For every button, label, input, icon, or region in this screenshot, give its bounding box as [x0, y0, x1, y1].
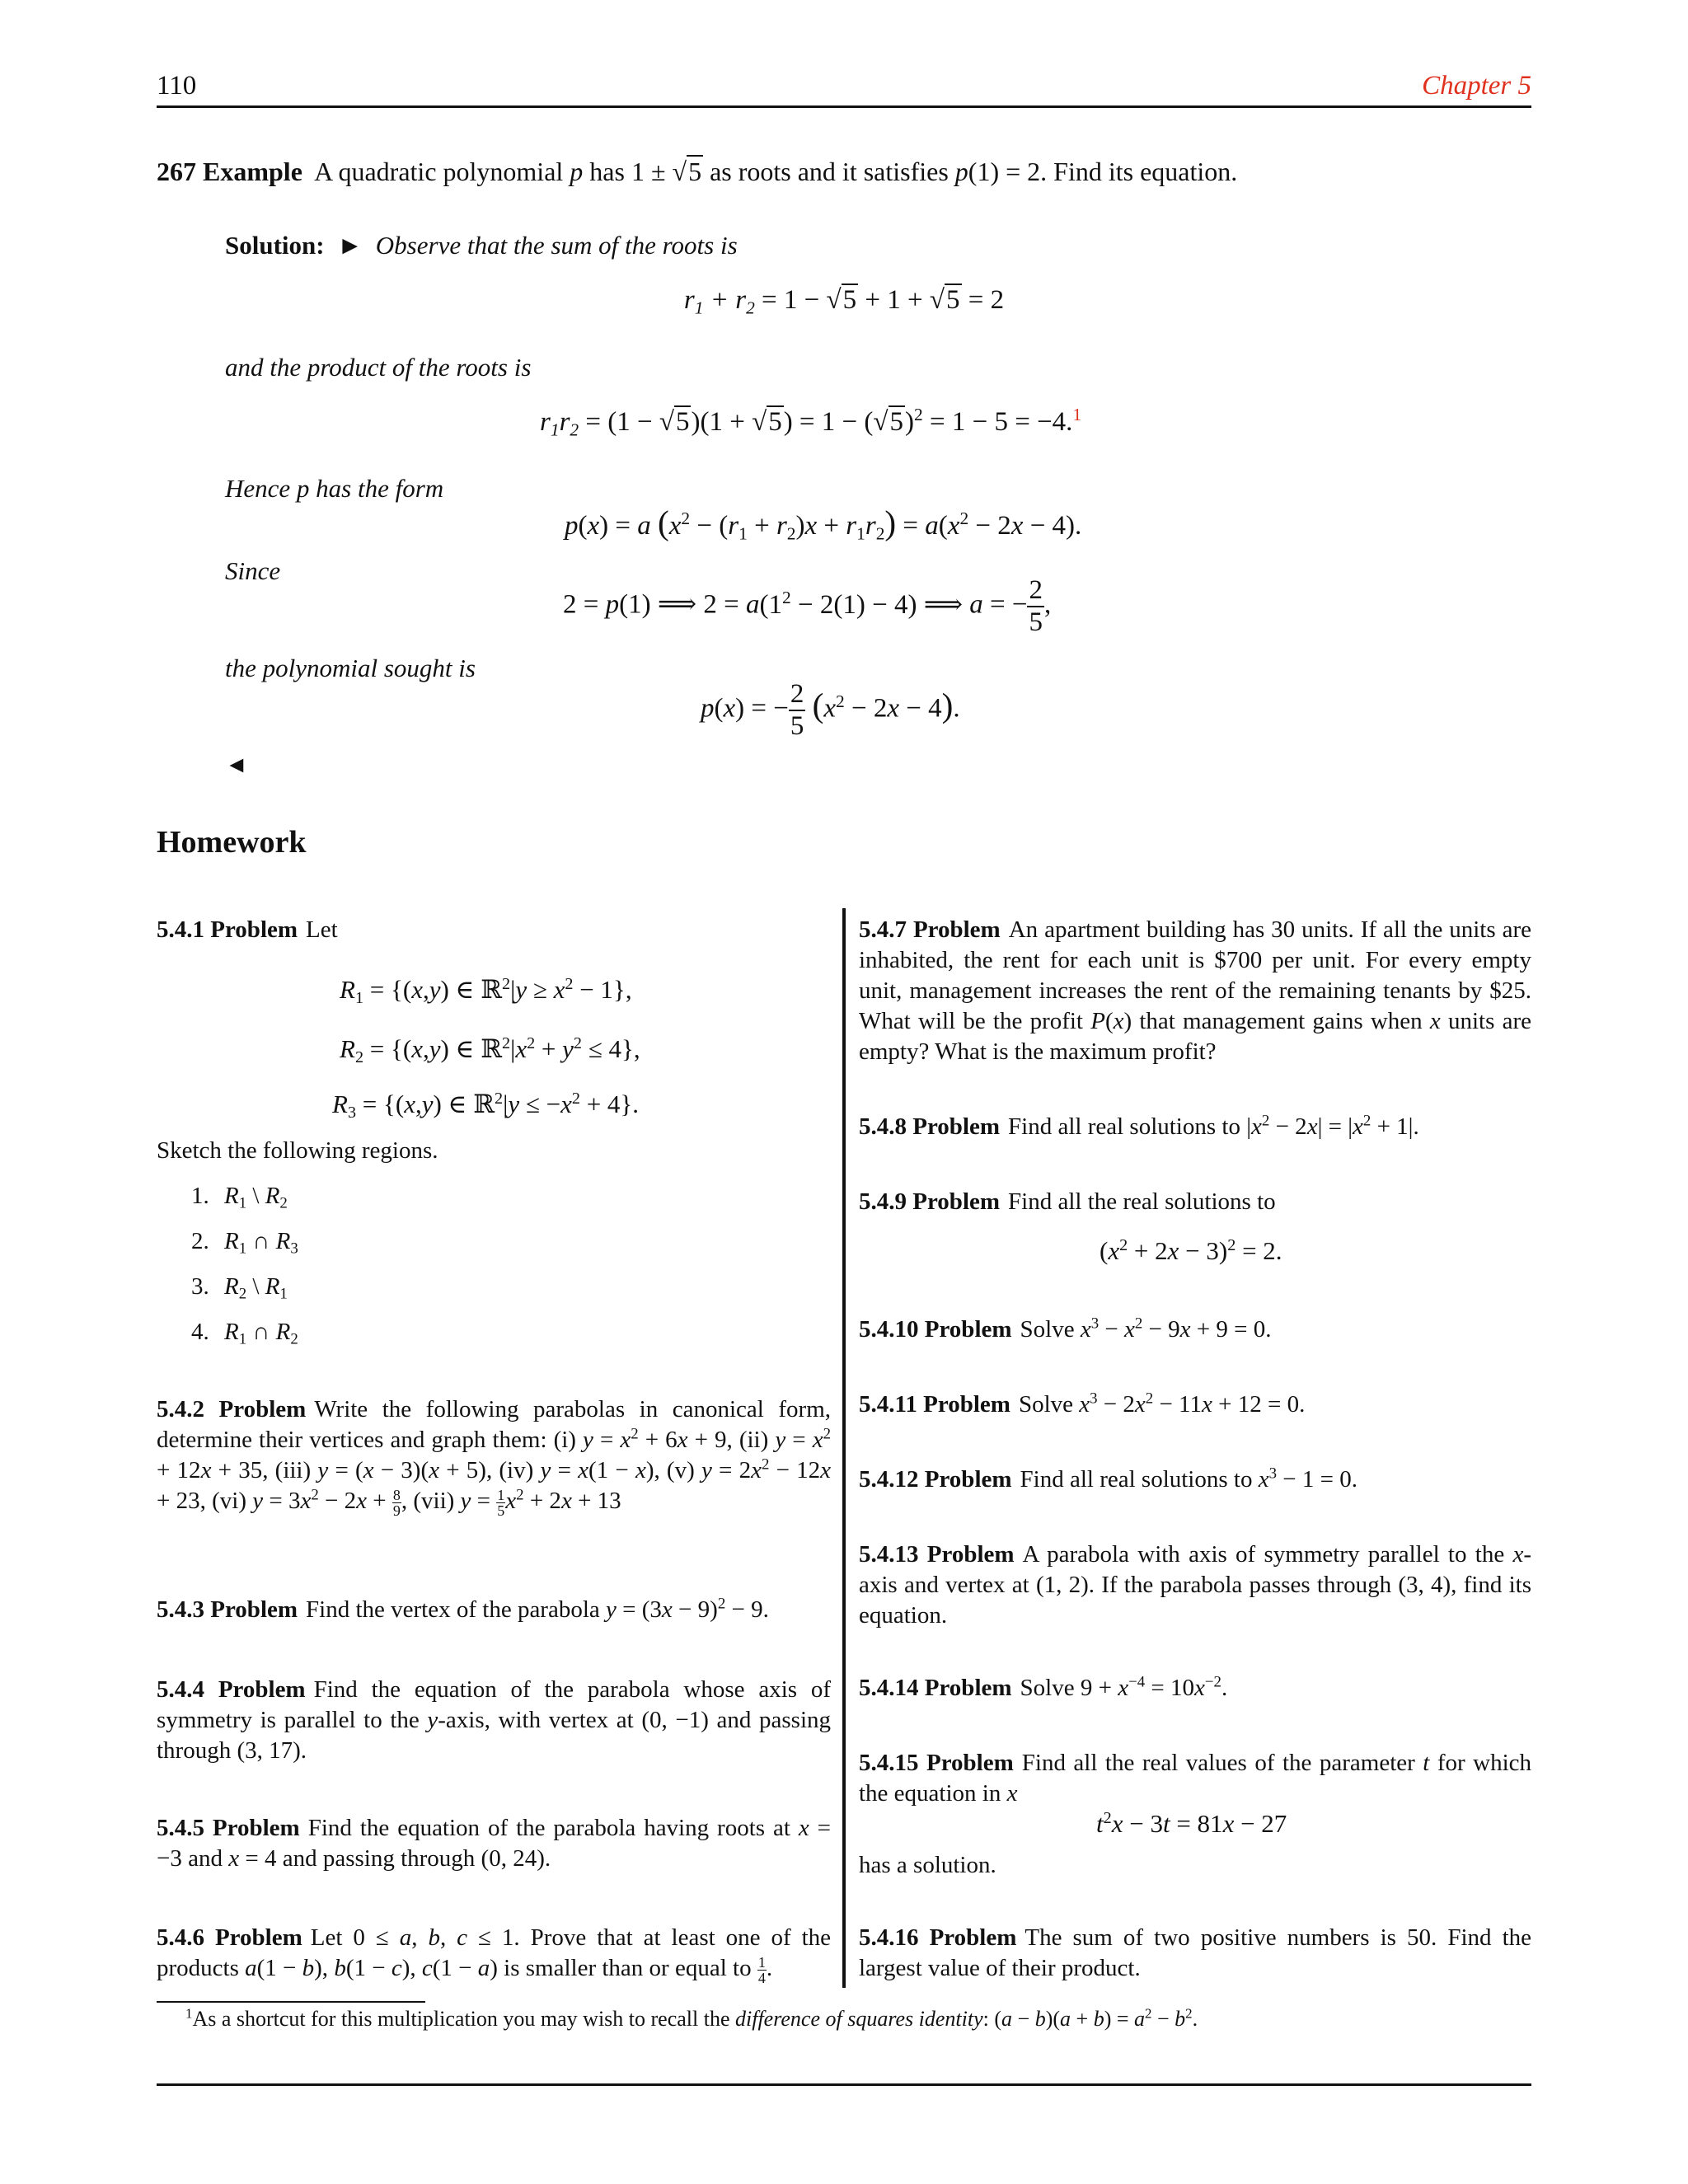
footnote: $^1$As a shortcut for this multiplication you may wish to recall the difference of squares identity: $(a - b)(a + b) = a^2 - b^2$.	[185, 2005, 1198, 2031]
polynomial-form-equation: p(x) = a $(x^2 - (r_1 + r_2)x + r_1r_2) = a(x^2 - 2x - 4)$.	[565, 504, 1082, 544]
problem-5-4-6: 5.4.6 Problem Let 0 ≤ a, b, c ≤ 1. Prove that at least one of the products a(1 − b), b(1 − c), c(1 − a) is smaller than or equal to $\frac{1}{4}$ .	[157, 1924, 832, 1986]
final-polynomial-equation: p(x) = − $\frac{2}{5}$ $(x^2 - 2x - 4)$.	[701, 679, 960, 741]
problem-5-4-15: 5.4.15 Problem Find all the real values of the parameter t for which the equation in x	[859, 1750, 1531, 1807]
region-list-item: 3. $R_2$ \ $R_1$	[191, 1273, 288, 1303]
problem-5-4-9-equation: $(x^2 + 2x - 3)^2 = 2$.	[1100, 1235, 1282, 1265]
region-list-item: 4. $R_1$ ∩ $R_2$	[191, 1319, 298, 1348]
problem-5-4-16: 5.4.16 Problem The sum of two positive numbers is 50. Find the largest value of their product.	[859, 1924, 1531, 1981]
problem-5-4-8: 5.4.8 Problem Find all real solutions to $|x^2 - 2x| = |x^2 + 1|$.	[859, 1112, 1419, 1140]
problem-5-4-15-equation: $t^2x - 3t = 81x - 27$	[1096, 1808, 1287, 1838]
problem-5-4-12: 5.4.12 Problem Find all real solutions to $x^3 - 1 = 0$.	[859, 1465, 1357, 1493]
example-text-post: as roots and it satisfies	[710, 157, 949, 186]
footnote-rule	[157, 2001, 425, 2003]
column-divider	[842, 908, 846, 1988]
homework-title: Homework	[157, 825, 307, 860]
sum-of-roots-equation: $r_1 + r_2 = 1 - √5 + 1 + √5 = 2$	[683, 285, 1005, 318]
problem-5-4-13: 5.4.13 Problem A parabola with axis of symmetry parallel to the x-axis and vertex at (1, 2). If the parabola passes through (3, 4), find its equation.	[859, 1541, 1531, 1629]
problem-5-4-10: 5.4.10 Problem Solve $x^3 - x^2 - 9x + 9 = 0$.	[859, 1315, 1272, 1343]
solution-intro: Observe that the sum of the roots is	[375, 231, 738, 260]
footer-rule	[157, 2083, 1531, 2086]
header-rule	[157, 105, 1531, 108]
sought-intro: the polynomial sought is	[225, 654, 476, 682]
problem-5-4-4: 5.4.4 Problem Find the equation of the parabola whose axis of symmetry is parallel to the y-axis, with vertex at (0, −1) and passing through (3, 17).	[157, 1676, 832, 1764]
problem-5-4-2: 5.4.2 Problem Write the following parabolas in canonical form, determine their vertices and graph them: (i) $y = x^2 + 6x + 9$, (ii) $y = x^2 + 12x + 35$, (iii) y = (x − 3)(x + 5), (iv) y = x(1 − x), (v) $y = 2x^2 - 12x + 23$, (vi) $y = 3x^2 - 2x$ + $\frac{8}{9}$ , (vii) y = $\frac{1}{5}$ $x^2 + 2x + 13$	[157, 1396, 832, 1519]
region-r2-definition: $R_2 = \{(x,y)$ ∈ $ℝ^2|x^2 + y^2 \le 4$},	[340, 1033, 640, 1067]
region-list-item: 2. $R_1$ ∩ $R_3$	[191, 1228, 298, 1258]
example-text-end: . Find its equation.	[1040, 157, 1238, 186]
footnote-mark: 1	[185, 2005, 193, 2022]
problem-5-4-14: 5.4.14 Problem Solve $9 + x^{-4} = 10x^{-2}$.	[859, 1673, 1228, 1701]
problem-5-4-1: 5.4.1 Problem Let	[157, 916, 338, 943]
since-intro: Since	[225, 556, 281, 585]
chapter-label: Chapter 5	[1422, 71, 1531, 101]
problem-5-4-15-tail: has a solution.	[859, 1852, 996, 1878]
region-list-item: 1. $R_1$ \ $R_2$	[191, 1183, 288, 1212]
product-of-roots-equation: $r_1r_2 = (1 - √5)(1 + √5) = 1 - (√5)^2 = 1 - 5 = -4.^1$	[540, 405, 1082, 440]
end-of-solution-icon: ◄	[225, 752, 248, 778]
sketch-instruction: Sketch the following regions.	[157, 1137, 438, 1164]
region-r1-definition: $R_1 = \{(x,y)$ ∈ ℝ$^2$|y ≥ $x^2 - 1$},	[340, 974, 632, 1008]
example-text-mid: has	[589, 157, 625, 186]
example-statement: 267 Example A quadratic polynomial p has 1 ± √5 as roots and it satisfies p(1) = 2. Find its equation.	[157, 157, 1238, 186]
problem-5-4-11: 5.4.11 Problem Solve $x^3 - 2x^2 - 11x + 12 = 0$.	[859, 1390, 1306, 1418]
region-r3-definition: $R_3 = \{(x,y)$ ∈ ℝ$^2$|y ≤ $-x^2 + 4$}.	[332, 1089, 640, 1122]
page-number: 110	[157, 71, 197, 101]
problem-5-4-5: 5.4.5 Problem Find the equation of the parabola having roots at x = −3 and x = 4 and passing through (0, 24).	[157, 1815, 832, 1872]
footnote-marker[interactable]: 1	[1072, 405, 1082, 425]
example-label: Example	[203, 157, 302, 186]
solution-arrow-icon: ►	[337, 231, 363, 260]
evaluate-equation: 2 = p(1) ⟹ $2 = a(1^2 - 2(1) - 4)$ ⟹ a = − $\frac{2}{5}$ ,	[563, 575, 1052, 637]
example-text-pre: A quadratic polynomial	[314, 157, 564, 186]
problem-5-4-3: 5.4.3 Problem Find the vertex of the parabola $y = (3x - 9)^2 - 9$.	[157, 1595, 769, 1623]
solution-label: Solution:	[225, 231, 325, 260]
problem-5-4-9: 5.4.9 Problem Find all the real solutions to	[859, 1188, 1276, 1215]
form-intro: Hence p has the form	[225, 474, 444, 503]
product-intro: and the product of the roots is	[225, 353, 532, 382]
solution-line	[225, 231, 738, 260]
problem-5-4-7: 5.4.7 Problem An apartment building has 30 units. If all the units are inhabited, the rent for each unit is $700 per unit. For every empty unit, management increases the rent of the remaining tenants by $25. What will be the profit P(x) that management gains when x units are empty? What is the maximum profit?	[859, 916, 1531, 1065]
example-number: 267	[157, 157, 196, 186]
